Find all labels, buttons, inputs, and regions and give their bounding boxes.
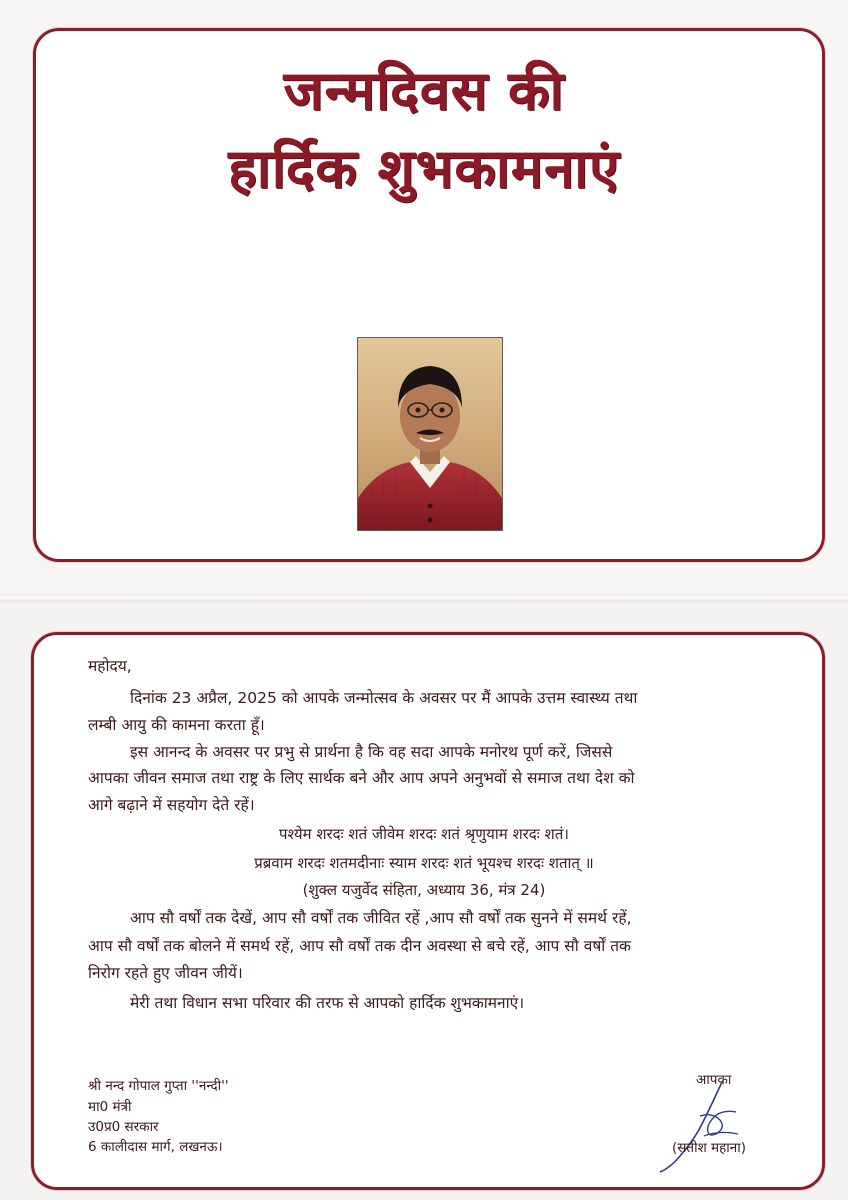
sender-name: (सतीश महाना) [672, 1140, 747, 1156]
paragraph-4: मेरी तथा विधान सभा परिवार की तरफ से आपको हार्दिक शुभकामनाएं। [130, 994, 525, 1012]
salutation: महोदय, [88, 657, 132, 675]
verse-source: (शुक्ल यजुर्वेद संहिता, अध्याय 36, मंत्र 24) [302, 881, 546, 899]
heading-line-2: हार्दिक शुभकामनाएं [228, 137, 620, 200]
portrait-illustration [358, 338, 502, 530]
verse-line-1: पश्येम शरदः शतं जीवेम शरदः शतं श्रृणुयाम शरदः शतं। [279, 825, 569, 843]
addressee-designation: मा0 मंत्री [88, 1099, 132, 1115]
verse-line-2: प्रब्रवाम शरदः शतमदीनाः स्याम शरदः शतं भूयश्च शरदः शतात् ॥ [254, 854, 594, 872]
paragraph-3-line-2: आप सौ वर्षों तक बोलने में समर्थ रहें, आप सौ वर्षों तक दीन अवस्था से बचे रहें, आप सौ वर्षों तक [88, 937, 631, 955]
addressee-office: उ0प्र0 सरकार [88, 1119, 159, 1135]
paragraph-2-line-2: आपका जीवन समाज तथा राष्ट्र के लिए सार्थक बने और आप अपने अनुभवों से समाज तथा देश को [88, 769, 635, 787]
heading-line-1: जन्मदिवस की [283, 59, 565, 122]
paragraph-1-line-1: दिनांक 23 अप्रैल, 2025 को आपके जन्मोत्सव के अवसर पर मैं आपके उत्तम स्वास्थ्य तथा [130, 689, 638, 707]
paragraph-2-line-3: आगे बढ़ाने में सहयोग देते रहें। [88, 796, 255, 814]
addressee-address: 6 कालीदास मार्ग, लखनऊ। [88, 1139, 223, 1155]
closing-text: आपका [696, 1072, 732, 1088]
paragraph-3-line-1: आप सौ वर्षों तक देखें, आप सौ वर्षों तक जीवित रहें ,आप सौ वर्षों तक सुनने में समर्थ रहें, [130, 909, 632, 927]
card-fold [0, 594, 848, 602]
paragraph-2-line-1: इस आनन्द के अवसर पर प्रभु से प्रार्थना है कि वह सदा आपके मनोरथ पूर्ण करें, जिससे [130, 743, 613, 761]
paragraph-1-line-2: लम्बी आयु की कामना करता हूँ। [88, 716, 265, 734]
addressee-name: श्री नन्द गोपाल गुप्ता ''नन्दी'' [88, 1078, 229, 1094]
paragraph-3-line-3: निरोग रहते हुए जीवन जीयें। [88, 964, 243, 982]
portrait-photo [357, 337, 503, 531]
